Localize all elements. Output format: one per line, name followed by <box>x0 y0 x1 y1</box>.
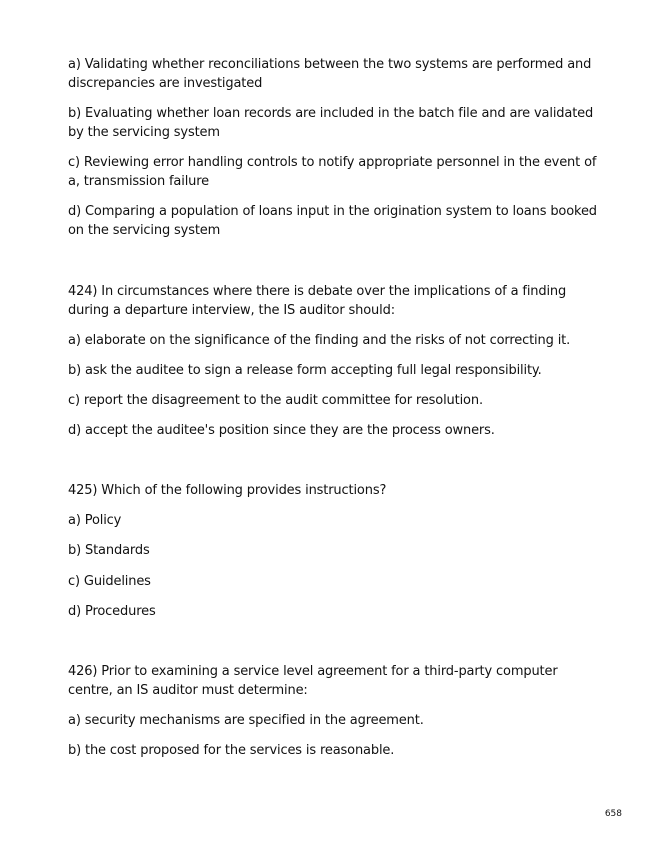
q424-option-b: b) ask the auditee to sign a release form accepting full legal responsibility. <box>68 363 542 378</box>
prev-option-d: d) Comparing a population of loans input in the origination system to loans booked on the servicing system <box>68 204 597 238</box>
q426-option-b: b) the cost proposed for the services is reasonable. <box>68 743 395 758</box>
page-number: 658 <box>604 809 622 819</box>
prev-option-c: c) Reviewing error handling controls to notify appropriate personnel in the event of a, transmission failure <box>68 155 597 189</box>
q425-option-b: b) Standards <box>68 543 150 558</box>
q426-option-a: a) security mechanisms are specified in the agreement. <box>68 713 424 728</box>
q425-option-a: a) Policy <box>68 513 122 528</box>
q424-option-c: c) report the disagreement to the audit committee for resolution. <box>68 393 483 408</box>
prev-option-a: a) Validating whether reconciliations between the two systems are performed and discrepancies are investigated <box>68 57 592 91</box>
question-426: 426) Prior to examining a service level agreement for a third-party computer centre, an IS auditor must determine: <box>68 664 558 698</box>
question-425: 425) Which of the following provides instructions? <box>68 483 387 498</box>
q425-option-c: c) Guidelines <box>68 574 151 589</box>
q424-option-a: a) elaborate on the significance of the finding and the risks of not correcting it. <box>68 333 571 348</box>
prev-option-b: b) Evaluating whether loan records are included in the batch file and are validated by the servicing system <box>68 106 594 140</box>
q425-option-d: d) Procedures <box>68 604 156 619</box>
question-424: 424) In circumstances where there is debate over the implications of a finding during a departure interview, the IS auditor should: <box>68 284 567 318</box>
q424-option-d: d) accept the auditee's position since they are the process owners. <box>68 423 495 438</box>
